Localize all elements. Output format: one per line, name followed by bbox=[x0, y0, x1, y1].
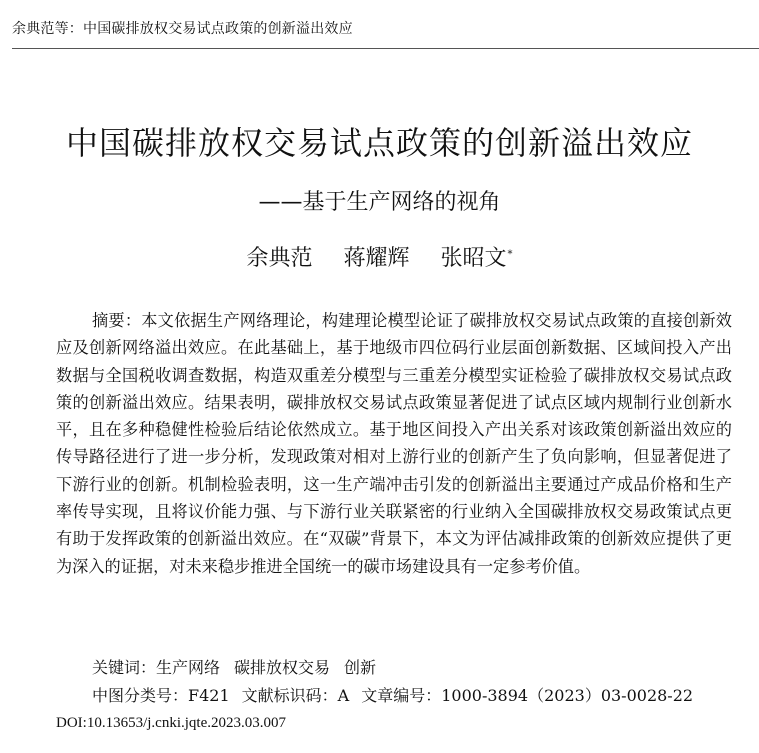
author-name-text: 张昭文 bbox=[440, 246, 507, 272]
doc-code-value: A bbox=[337, 686, 350, 705]
article-no-value: 1000-3894（2023）03-0028-22 bbox=[441, 686, 694, 705]
keywords-line bbox=[92, 656, 376, 680]
article-title: 中国碳排放权交易试点政策的创新溢出效应 bbox=[65, 124, 693, 162]
clc-value: F421 bbox=[188, 686, 230, 705]
author-name: 余典范 bbox=[246, 246, 313, 272]
header-divider bbox=[12, 48, 759, 49]
clc-label: 中图分类号： bbox=[92, 686, 189, 705]
article-no-label: 文章编号： bbox=[361, 686, 442, 705]
author-name bbox=[441, 246, 513, 271]
author-list bbox=[0, 239, 759, 275]
doi-line[interactable]: DOI:10.13653/j.cnki.jqte.2023.03.007 bbox=[56, 715, 286, 731]
keywords-label: 关键词： bbox=[92, 658, 157, 677]
keyword: 碳排放权交易 bbox=[234, 658, 331, 677]
author-footnote-mark: * bbox=[507, 249, 513, 260]
keyword: 生产网络 bbox=[156, 658, 221, 677]
abstract-paragraph bbox=[56, 307, 732, 580]
running-header: 余典范等：中国碳排放权交易试点政策的创新溢出效应 bbox=[12, 21, 353, 37]
article-subtitle: ——基于生产网络的视角 bbox=[258, 190, 501, 215]
abstract-text: 本文依据生产网络理论，构建理论模型论证了碳排放权交易试点政策的直接创新效应及创新网络溢出效应。在此基础上，基于地级市四位码行业层面创新数据、区域间投入产出数据与全国税收调查数据，构造双重差分模型与三重差分模型实证检验了碳排放权交易试点政策的创新溢出效应。结果表明，碳排放权交易试点政策显著促进了试点区域内规制行业创新水平，且在多种稳健性检验后结论依然成立。基于地区间投入产出关系对该政策创新溢出效应的传导路径进行了进一步分析，发现政策对相对上游行业的创新产生了负向影响，但显著促进了下游行业的创新。机制检验表明，这一生产端冲击引发的创新溢出主要通过产成品价格和生产率传导实现，且将议价能力强、与下游行业关联紧密的行业纳入全国碳排放权交易政策试点更有助于发挥政策的创新溢出效应。在“双碳”背景下，本文为评估减排政策的创新效应提供了更为深入的证据，对未来稳步推进全国统一的碳市场建设具有一定参考价值。 bbox=[56, 311, 732, 576]
author-name: 蒋耀辉 bbox=[343, 246, 410, 272]
abstract-label: 摘要： bbox=[92, 311, 142, 330]
classification-line bbox=[92, 684, 693, 708]
doc-code-label: 文献标识码： bbox=[241, 686, 338, 705]
keyword: 创新 bbox=[344, 658, 377, 677]
